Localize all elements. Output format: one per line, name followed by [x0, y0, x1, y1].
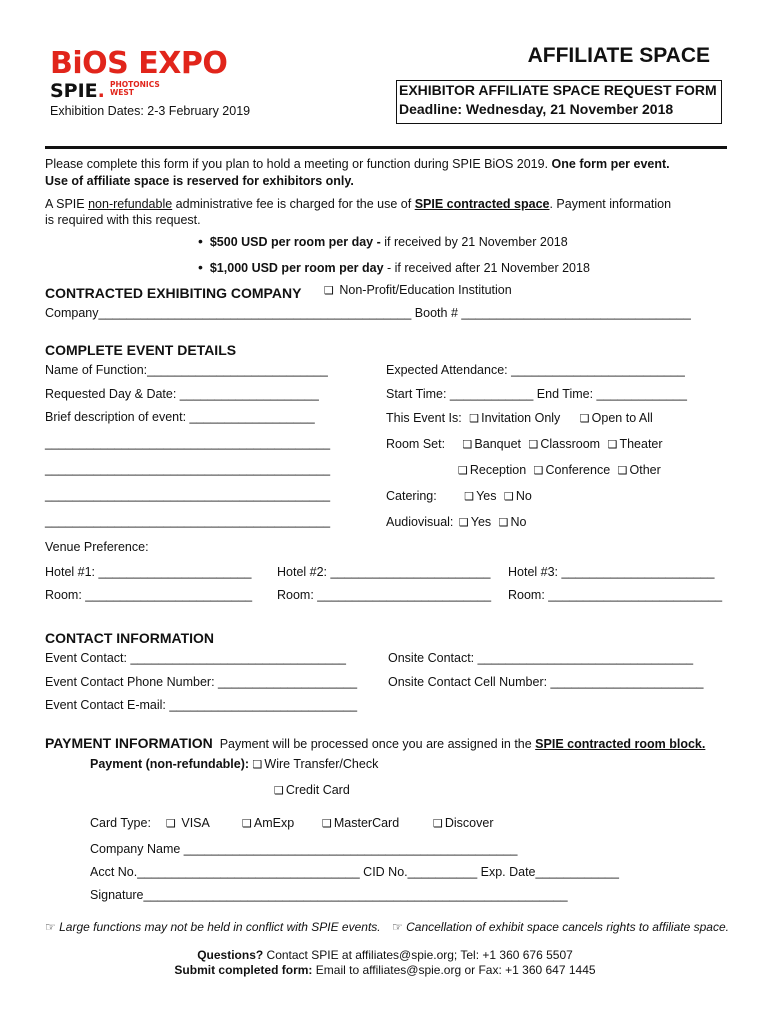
checkbox-icon[interactable]: ❑ [617, 464, 628, 477]
note-large-functions: ☞ Large functions may not be held in conflict with SPIE events. [45, 920, 381, 934]
checkbox-icon[interactable]: ❑ [324, 284, 334, 297]
checkbox-icon[interactable]: ❑ [433, 817, 443, 830]
footer-questions: Questions? Contact SPIE at affiliates@spie.org; Tel: +1 360 676 5507 [197, 948, 573, 962]
form-title-box [396, 80, 722, 124]
checkbox-icon[interactable]: ❑ [274, 784, 284, 797]
deadline: Deadline: Wednesday, 21 November 2018 [399, 101, 674, 117]
audiovisual-row: Audiovisual: ❑ Yes ❑ No [386, 515, 527, 529]
footer-submit: Submit completed form: Email to affiliates@spie.org or Fax: +1 360 647 1445 [174, 963, 596, 977]
checkbox-icon[interactable]: ❑ [498, 516, 509, 529]
card-type-label: Card Type: [90, 816, 151, 830]
checkbox-icon[interactable]: ❑ [242, 817, 252, 830]
onsite-cell-field[interactable]: Onsite Contact Cell Number: ______________________ [388, 675, 704, 689]
card-number-field[interactable]: Acct No.________________________________ CID No.__________ Exp. Date____________ [90, 865, 619, 879]
description-line[interactable]: _________________________________________ [45, 514, 331, 528]
pointing-hand-icon: ☞ [392, 920, 403, 934]
conference-option[interactable]: Conference [545, 463, 611, 477]
event-section-heading: COMPLETE EVENT DETAILS [45, 342, 237, 358]
checkbox-icon[interactable]: ❑ [458, 516, 469, 529]
description-line[interactable]: _________________________________________ [45, 436, 331, 450]
catering-row: Catering: ❑ Yes ❑ No [386, 489, 532, 503]
attendance-field[interactable]: Expected Attendance: _________________________ [386, 363, 685, 377]
fee-bullet-early: • $500 USD per room per day - if received by 21 November 2018 [198, 233, 568, 249]
room-3-field[interactable]: Room: _________________________ [508, 588, 723, 602]
venue-preference-label: Venue Preference: [45, 540, 149, 554]
intro-line-2: Use of affiliate space is reserved for exhibitors only. [45, 174, 354, 188]
hotel-1-field[interactable]: Hotel #1: ______________________ [45, 565, 252, 579]
theater-option[interactable]: Theater [619, 437, 663, 451]
exhibition-dates: Exhibition Dates: 2-3 February 2019 [50, 104, 251, 118]
room-set-row-2 [458, 463, 661, 477]
invitation-only-option[interactable]: Invitation Only [481, 411, 561, 425]
visa-option[interactable]: ❑ VISA [166, 816, 210, 830]
checkbox-icon[interactable]: ❑ [462, 438, 473, 451]
company-name-field[interactable]: Company Name ________________________________________________ [90, 842, 518, 856]
description-field[interactable]: Brief description of event: __________________ [45, 410, 315, 424]
time-fields[interactable]: Start Time: ____________ End Time: _____________ [386, 387, 687, 401]
checkbox-icon[interactable]: ❑ [533, 464, 544, 477]
photonics-west-logo-text: PHOTONICS WEST [110, 80, 160, 97]
requested-day-field[interactable]: Requested Day & Date: ____________________ [45, 387, 319, 401]
fee-bullet-late: • $1,000 USD per room per day - if received after 21 November 2018 [198, 259, 590, 275]
wire-transfer-option[interactable]: Wire Transfer/Check [264, 757, 379, 771]
company-section-heading: CONTRACTED EXHIBITING COMPANY [45, 285, 302, 301]
company-booth-field[interactable]: Company_____________________________________________ Booth # _________________________________ [45, 306, 691, 320]
fee-paragraph-line-2: is required with this request. [45, 213, 201, 227]
form-title: EXHIBITOR AFFILIATE SPACE REQUEST FORM [399, 82, 717, 98]
pointing-hand-icon: ☞ [45, 920, 56, 934]
banquet-option[interactable]: Banquet [474, 437, 521, 451]
payment-method-row: Payment (non-refundable): ❑ Wire Transfer/Check [90, 757, 379, 771]
checkbox-icon[interactable]: ❑ [252, 758, 263, 771]
hotel-3-field[interactable]: Hotel #3: ______________________ [508, 565, 715, 579]
description-line[interactable]: _________________________________________ [45, 462, 331, 476]
payment-heading-row: PAYMENT INFORMATION Payment will be processed once you are assigned in the SPIE contracted room block. [45, 735, 706, 751]
catering-yes-option[interactable]: Yes [476, 489, 497, 503]
function-name-field[interactable]: Name of Function:__________________________ [45, 363, 328, 377]
hotel-2-field[interactable]: Hotel #2: _______________________ [277, 565, 491, 579]
fee-paragraph: A SPIE non-refundable administrative fee is charged for the use of SPIE contracted space. Payment information [45, 197, 672, 211]
intro-line-1: Please complete this form if you plan to hold a meeting or function during SPIE BiOS 2019. One form per event. [45, 157, 670, 171]
event-contact-field[interactable]: Event Contact: _______________________________ [45, 651, 346, 665]
reception-option[interactable]: Reception [469, 463, 527, 477]
credit-card-option[interactable]: ❑ Credit Card [274, 783, 350, 797]
contact-email-field[interactable]: Event Contact E-mail: ___________________________ [45, 698, 358, 712]
nonprofit-option[interactable]: ❑ Non-Profit/Education Institution [324, 283, 512, 297]
onsite-contact-field[interactable]: Onsite Contact: _______________________________ [388, 651, 694, 665]
catering-no-option[interactable]: No [515, 489, 532, 503]
checkbox-icon[interactable]: ❑ [464, 490, 475, 503]
discover-option[interactable]: ❑ Discover [433, 816, 494, 830]
spie-logo: SPIE. [50, 80, 105, 102]
description-line[interactable]: _________________________________________ [45, 488, 331, 502]
amexp-option[interactable]: ❑ AmExp [242, 816, 295, 830]
checkbox-icon[interactable]: ❑ [528, 438, 539, 451]
audiovisual-no-option[interactable]: No [510, 515, 527, 529]
audiovisual-yes-option[interactable]: Yes [470, 515, 492, 529]
checkbox-icon[interactable]: ❑ [579, 412, 590, 425]
contact-section-heading: CONTACT INFORMATION [45, 630, 215, 646]
classroom-option[interactable]: Classroom [540, 437, 601, 451]
room-2-field[interactable]: Room: _________________________ [277, 588, 492, 602]
open-to-all-option[interactable]: Open to All [591, 411, 653, 425]
note-cancellation: ☞ Cancellation of exhibit space cancels rights to affiliate space. [392, 920, 729, 934]
checkbox-icon[interactable]: ❑ [469, 412, 480, 425]
checkbox-icon[interactable]: ❑ [503, 490, 514, 503]
checkbox-icon[interactable]: ❑ [166, 817, 176, 830]
mastercard-option[interactable]: ❑ MasterCard [322, 816, 400, 830]
checkbox-icon[interactable]: ❑ [458, 464, 468, 477]
contact-phone-field[interactable]: Event Contact Phone Number: ____________________ [45, 675, 358, 689]
signature-field[interactable]: Signature_____________________________________________________________ [90, 888, 568, 902]
other-option[interactable]: Other [629, 463, 661, 477]
checkbox-icon[interactable]: ❑ [322, 817, 332, 830]
event-type-row: This Event Is: ❑ Invitation Only ❑ Open to All [386, 411, 653, 425]
page-title: AFFILIATE SPACE [527, 44, 710, 67]
bios-expo-logo: BiOS EXPO [50, 46, 228, 81]
header-divider [45, 146, 727, 149]
room-set-row: Room Set: ❑ Banquet ❑ Classroom ❑ Theater [386, 437, 663, 451]
room-1-field[interactable]: Room: ________________________ [45, 588, 253, 602]
checkbox-icon[interactable]: ❑ [607, 438, 618, 451]
